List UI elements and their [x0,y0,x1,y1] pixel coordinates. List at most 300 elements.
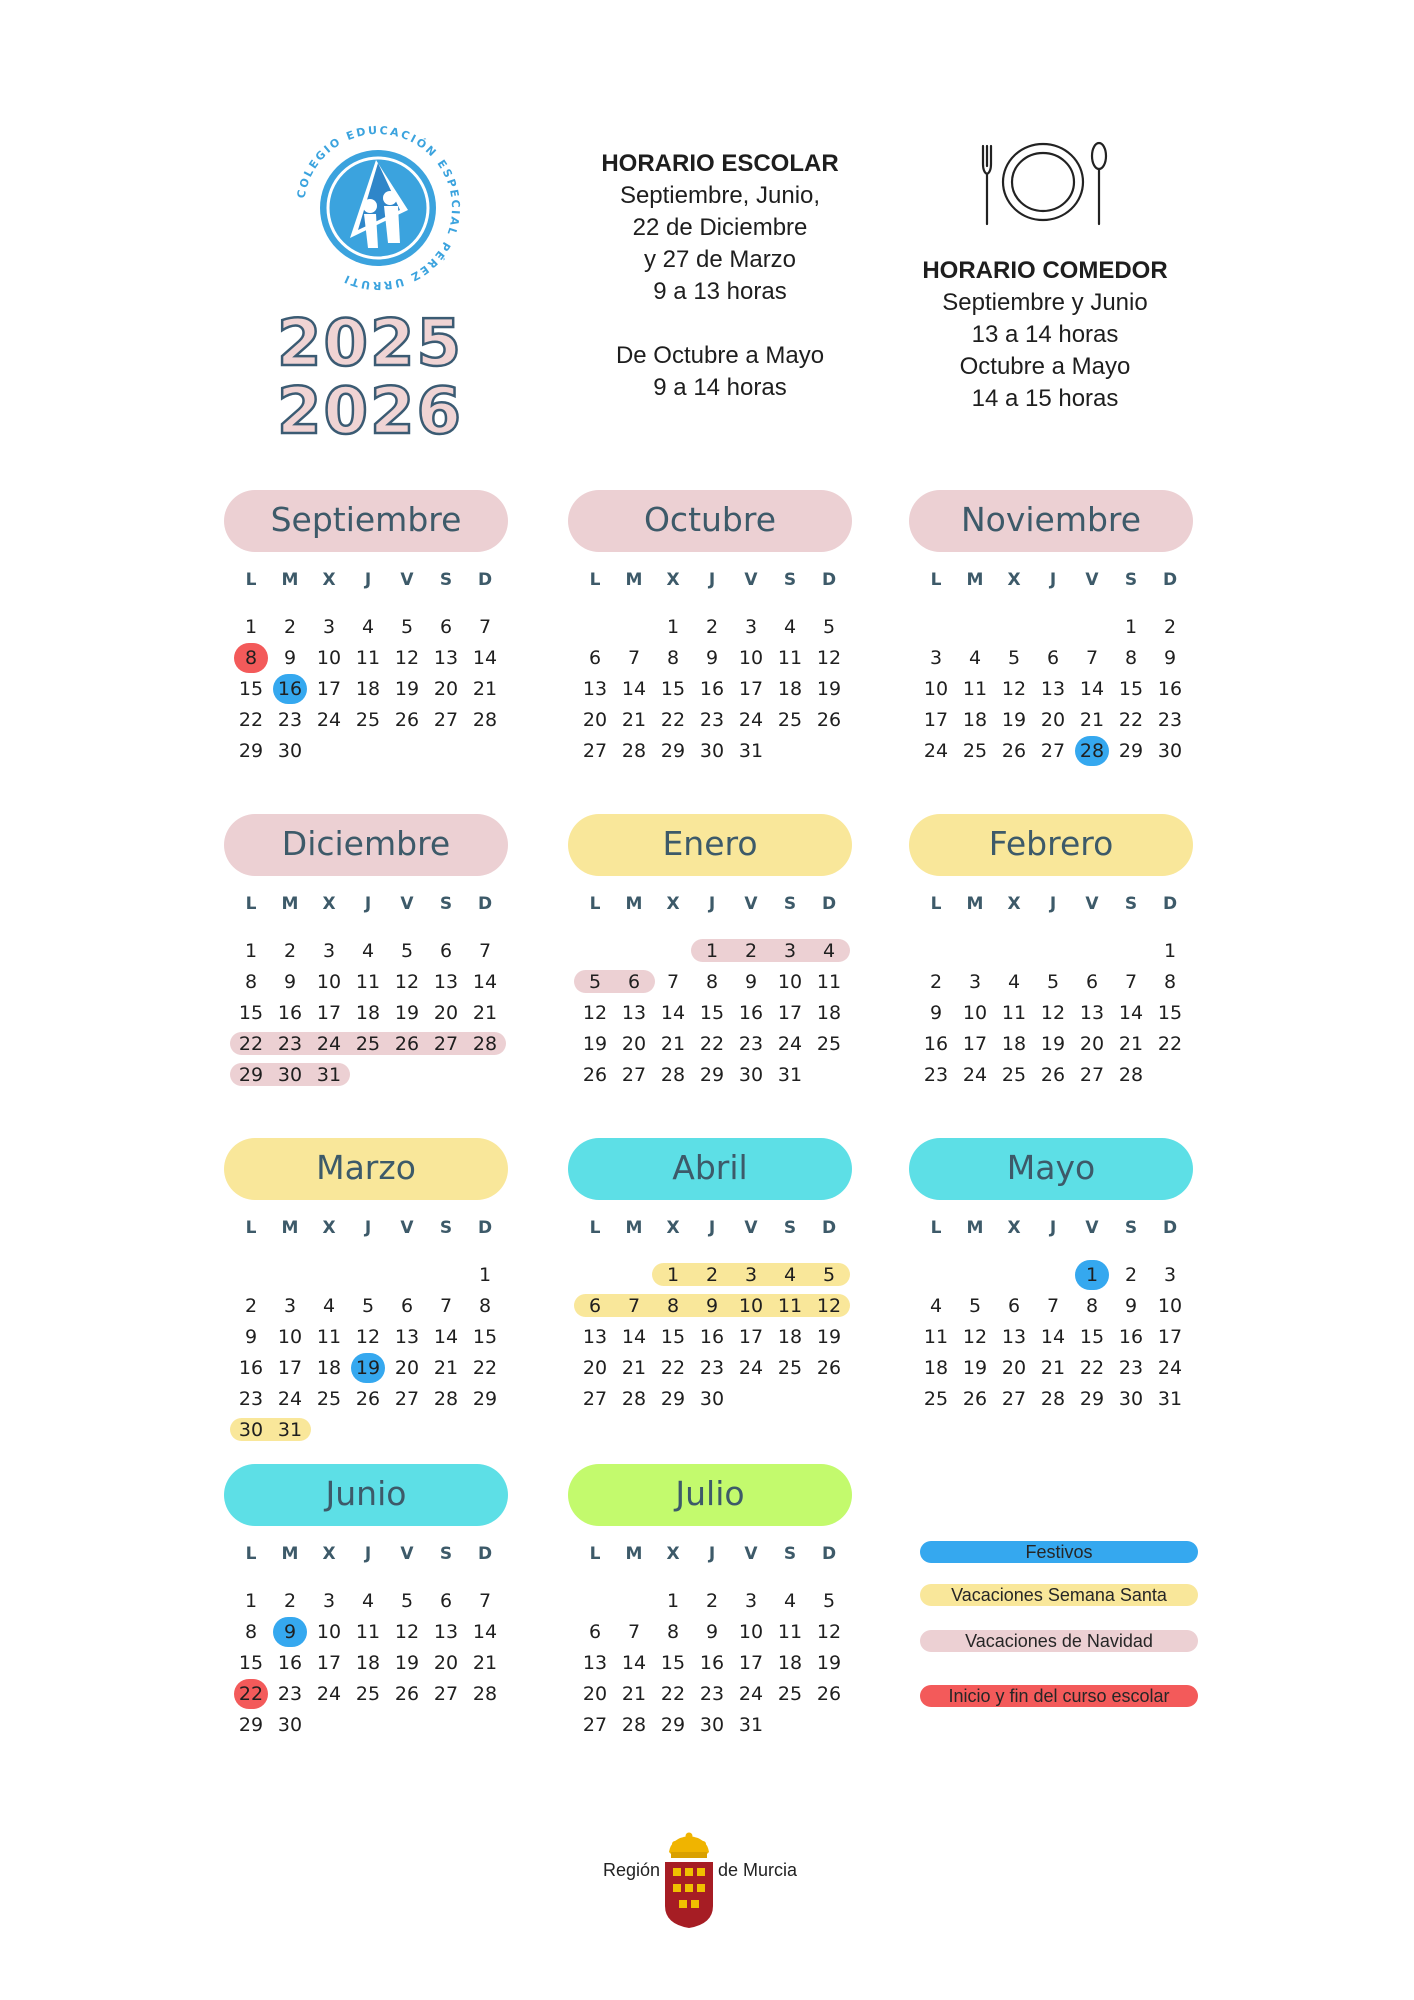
calendar-day: 6 [588,1621,602,1643]
calendar-day: 12 [816,647,842,669]
calendar-day: 9 [1124,1295,1138,1317]
calendar-day: 31 [1157,1388,1183,1410]
weekday-header: L [245,894,257,914]
calendar-day: 25 [923,1388,949,1410]
calendar-day: 5 [968,1295,982,1317]
calendar-day: 9 [705,1621,719,1643]
calendar-day: 9 [283,647,297,669]
calendar-day: 9 [705,647,719,669]
calendar-day: 10 [316,1621,342,1643]
calendar-day: 1 [1085,1264,1099,1286]
weekday-header: S [783,894,797,914]
horario-escolar-line [575,308,865,340]
weekday-header: L [589,894,601,914]
calendar-day: 4 [783,1264,797,1286]
calendar-day: 25 [777,709,803,731]
calendar-day: 2 [929,971,943,993]
calendar-day: 13 [582,1326,608,1348]
calendar-day: 31 [316,1064,342,1086]
calendar-day: 18 [777,1326,803,1348]
calendar-day: 6 [400,1295,414,1317]
calendar-day: 30 [699,1388,725,1410]
calendar-day: 8 [244,1621,258,1643]
calendar-day: 15 [1079,1326,1105,1348]
weekday-header: V [400,570,414,590]
calendar-day: 3 [322,940,336,962]
calendar-day: 10 [1157,1295,1183,1317]
weekday-header: D [477,570,493,590]
calendar-day: 18 [777,1652,803,1674]
calendar-day: 22 [699,1033,725,1055]
calendar-day: 8 [666,1621,680,1643]
calendar-day: 30 [277,740,303,762]
legend-item: Vacaciones de Navidad [920,1630,1198,1652]
calendar-day: 23 [1157,709,1183,731]
horario-escolar [575,148,865,404]
calendar-day: 19 [816,1652,842,1674]
calendar-day: 18 [316,1357,342,1379]
calendar-day: 20 [582,1683,608,1705]
weekday-header: V [744,894,758,914]
weekday-header: J [708,894,716,914]
weekday-header: X [666,894,680,914]
calendar-day: 24 [1157,1357,1183,1379]
weekday-header: X [322,1544,336,1564]
calendar-day: 25 [777,1357,803,1379]
calendar-day: 29 [699,1064,725,1086]
weekday-header: M [625,894,643,914]
calendar-day: 9 [283,971,297,993]
weekday-header: V [1085,570,1099,590]
calendar-day: 6 [1046,647,1060,669]
weekday-header: L [930,570,942,590]
calendar-day: 18 [355,1652,381,1674]
calendar-day: 16 [1157,678,1183,700]
month-title-septiembre: Septiembre [224,490,508,552]
calendar-day: 1 [478,1264,492,1286]
calendar-day: 19 [1001,709,1027,731]
calendar-day: 14 [472,971,498,993]
calendar-day: 23 [1118,1357,1144,1379]
calendar-day: 3 [322,616,336,638]
calendar-day: 2 [283,940,297,962]
calendar-day: 16 [1118,1326,1144,1348]
calendar-day: 4 [322,1295,336,1317]
calendar-day: 16 [699,1326,725,1348]
calendar-day: 30 [238,1419,264,1441]
calendar-day: 16 [277,1002,303,1024]
weekday-header: L [245,1544,257,1564]
horario-comedor-line: 13 a 14 horas [971,321,1119,348]
calendar-day: 27 [1079,1064,1105,1086]
calendar-day: 28 [621,740,647,762]
calendar-day: 27 [433,1033,459,1055]
calendar-day: 4 [1007,971,1021,993]
calendar-day: 17 [738,1326,764,1348]
calendar-day: 9 [1163,647,1177,669]
calendar-day: 30 [277,1064,303,1086]
month-title-marzo: Marzo [224,1138,508,1200]
weekday-header: X [1007,570,1021,590]
calendar-day: 28 [621,1714,647,1736]
calendar-day: 29 [660,1388,686,1410]
calendar-day: 8 [666,647,680,669]
calendar-day: 6 [439,1590,453,1612]
calendar-day: 14 [472,647,498,669]
weekday-header: S [1124,570,1138,590]
calendar-day: 30 [699,740,725,762]
weekday-header: J [364,1218,372,1238]
calendar-day: 18 [816,1002,842,1024]
weekday-header: D [1162,894,1178,914]
calendar-day: 25 [1001,1064,1027,1086]
weekday-header: M [281,1544,299,1564]
month-title-febrero: Febrero [909,814,1193,876]
horario-comedor-line: 14 a 15 horas [971,385,1119,412]
calendar-day: 13 [1079,1002,1105,1024]
calendar-day: 3 [968,971,982,993]
calendar-day: 29 [238,1714,264,1736]
calendar-day: 4 [968,647,982,669]
calendar-day: 28 [660,1064,686,1086]
calendar-day: 24 [777,1033,803,1055]
calendar-day: 22 [660,1357,686,1379]
horario-comedor-line: Septiembre y Junio [942,289,1148,316]
calendar-day: 23 [738,1033,764,1055]
calendar-day: 2 [705,616,719,638]
weekday-header: L [930,1218,942,1238]
calendar-day: 28 [1040,1388,1066,1410]
calendar-day: 7 [1046,1295,1060,1317]
calendar-day: 3 [1163,1264,1177,1286]
calendar-day: 17 [777,1002,803,1024]
weekday-header: M [281,894,299,914]
calendar-day: 7 [1124,971,1138,993]
calendar-day: 9 [929,1002,943,1024]
calendar-day: 20 [1079,1033,1105,1055]
calendar-day: 31 [738,740,764,762]
calendar-day: 21 [1079,709,1105,731]
calendar-day: 29 [238,1064,264,1086]
calendar-day: 17 [962,1033,988,1055]
svg-text:COLEGIO EDUCACIÓN ESPECIAL PÉR: COLEGIO EDUCACIÓN ESPECIAL PÉREZ URRUTI [294,123,463,293]
calendar-day: 3 [929,647,943,669]
calendar-day: 5 [1007,647,1021,669]
calendar-day: 26 [1040,1064,1066,1086]
horario-escolar-line: Septiembre, Junio, [619,182,821,209]
horario-escolar-line: y 27 de Marzo [643,246,797,273]
weekday-header: M [625,1544,643,1564]
calendar-day: 21 [433,1357,459,1379]
weekday-header: S [783,1544,797,1564]
weekday-header: X [322,570,336,590]
calendar-day: 14 [472,1621,498,1643]
calendar-day: 5 [400,616,414,638]
calendar-day: 25 [316,1388,342,1410]
calendar-day: 24 [316,1033,342,1055]
calendar-day: 11 [316,1326,342,1348]
calendar-day: 29 [660,740,686,762]
calendar-day: 5 [822,1264,836,1286]
calendar-day: 15 [472,1326,498,1348]
calendar-day: 11 [1001,1002,1027,1024]
calendar-day: 19 [962,1357,988,1379]
calendar-day: 29 [472,1388,498,1410]
calendar-day: 28 [472,709,498,731]
calendar-day: 29 [660,1714,686,1736]
calendar-day: 17 [316,1002,342,1024]
calendar-day: 2 [283,616,297,638]
calendar-day: 25 [355,1683,381,1705]
calendar-day: 24 [738,1683,764,1705]
calendar-day: 30 [1157,740,1183,762]
calendar-day: 12 [355,1326,381,1348]
horario-comedor [900,255,1190,415]
calendar-day: 6 [588,1295,602,1317]
weekday-header: J [1049,1218,1057,1238]
calendar-day: 28 [433,1388,459,1410]
footer-region-label-2: de Murcia [718,1860,798,1880]
horario-comedor-line: Octubre a Mayo [959,353,1131,380]
calendar-day: 22 [1079,1357,1105,1379]
calendar-day: 10 [316,971,342,993]
calendar-day: 26 [816,709,842,731]
calendar-day: 4 [929,1295,943,1317]
horario-comedor-title: HORARIO COMEDOR [922,257,1168,284]
calendar-day: 3 [783,940,797,962]
calendar-day: 27 [433,709,459,731]
weekday-header: D [1162,570,1178,590]
weekday-header: L [930,894,942,914]
calendar-day: 13 [433,647,459,669]
calendar-day: 31 [277,1419,303,1441]
calendar-day: 12 [816,1621,842,1643]
year-2026: 2026 [276,375,464,449]
calendar-day: 10 [923,678,949,700]
weekday-header: S [439,570,453,590]
calendar-day: 13 [394,1326,420,1348]
calendar-day: 6 [1085,971,1099,993]
calendar-day: 20 [582,709,608,731]
year-2025: 2025 [276,307,464,381]
weekday-header: M [625,1218,643,1238]
calendar-day: 11 [777,1621,803,1643]
weekday-header: X [666,1544,680,1564]
weekday-header: S [439,894,453,914]
calendar-day: 26 [394,1683,420,1705]
calendar-day: 17 [1157,1326,1183,1348]
weekday-header: J [364,894,372,914]
calendar-day: 26 [582,1064,608,1086]
weekday-header: D [821,1218,837,1238]
calendar-day: 21 [472,1002,498,1024]
weekday-header: V [400,1218,414,1238]
calendar-day: 27 [582,1714,608,1736]
calendar-day: 13 [582,1652,608,1674]
calendar-day: 30 [699,1714,725,1736]
month-title-octubre: Octubre [568,490,852,552]
horario-escolar-line: De Octubre a Mayo [615,342,825,369]
month-title-noviembre: Noviembre [909,490,1193,552]
calendar-day: 14 [1079,678,1105,700]
footer-region-label: Región [603,1860,661,1880]
calendar-day: 24 [316,709,342,731]
weekday-header: X [322,894,336,914]
calendar-day: 18 [777,678,803,700]
calendar-day: 2 [705,1590,719,1612]
calendar-day: 21 [621,1357,647,1379]
calendar-day: 19 [355,1357,381,1379]
calendar-day: 14 [1040,1326,1066,1348]
weekday-header: D [1162,1218,1178,1238]
calendar-day: 17 [923,709,949,731]
weekday-header: L [589,570,601,590]
weekday-header: D [821,1544,837,1564]
calendar-day: 29 [1118,740,1144,762]
calendar-day: 8 [244,971,258,993]
calendar-day: 3 [322,1590,336,1612]
calendar-day: 12 [394,971,420,993]
calendar-day: 13 [582,678,608,700]
calendar-day: 14 [621,1652,647,1674]
calendar-day: 10 [316,647,342,669]
calendar-day: 10 [777,971,803,993]
weekday-header: J [708,1544,716,1564]
calendar-day: 13 [433,1621,459,1643]
calendar-day: 2 [705,1264,719,1286]
calendar-day: 8 [244,647,258,669]
calendar-day: 15 [238,1002,264,1024]
calendar-day: 26 [816,1357,842,1379]
calendar-day: 18 [923,1357,949,1379]
calendar-day: 24 [962,1064,988,1086]
calendar-day: 25 [962,740,988,762]
weekday-header: D [477,1544,493,1564]
calendar-day: 1 [244,940,258,962]
calendar-day: 22 [660,1683,686,1705]
calendar-day: 11 [777,647,803,669]
calendar-day: 6 [588,647,602,669]
calendar-day: 30 [277,1714,303,1736]
calendar-day: 20 [1001,1357,1027,1379]
calendar-day: 20 [1040,709,1066,731]
month-title-diciembre: Diciembre [224,814,508,876]
calendar-day: 2 [283,1590,297,1612]
calendar-day: 23 [238,1388,264,1410]
calendar-day: 26 [394,709,420,731]
weekday-header: L [245,570,257,590]
calendar-day: 6 [439,940,453,962]
month-title-junio: Junio [224,1464,508,1526]
calendar-day: 23 [699,1683,725,1705]
weekday-header: X [666,570,680,590]
weekday-header: M [966,894,984,914]
calendar-day: 16 [738,1002,764,1024]
calendar-day: 24 [738,709,764,731]
calendar-day: 1 [705,940,719,962]
calendar-day: 25 [355,709,381,731]
calendar-day: 17 [738,1652,764,1674]
calendar-day: 7 [439,1295,453,1317]
calendar-day: 8 [1163,971,1177,993]
calendar-day: 24 [923,740,949,762]
month-title-mayo: Mayo [909,1138,1193,1200]
calendar-day: 23 [923,1064,949,1086]
calendar-day: 22 [238,1033,264,1055]
calendar-day: 27 [1040,740,1066,762]
calendar-day: 25 [777,1683,803,1705]
calendar-day: 5 [1046,971,1060,993]
calendar-day: 5 [588,971,602,993]
calendar-day: 21 [621,709,647,731]
calendar-day: 17 [316,678,342,700]
calendar-day: 5 [822,616,836,638]
weekday-header: J [708,1218,716,1238]
calendar-day: 3 [744,1264,758,1286]
calendar-day: 12 [394,1621,420,1643]
calendar-day: 20 [394,1357,420,1379]
weekday-header: S [439,1544,453,1564]
calendar-day: 21 [660,1033,686,1055]
weekday-header: S [1124,894,1138,914]
calendar-day: 23 [699,1357,725,1379]
calendar-day: 7 [478,616,492,638]
calendar-day: 26 [394,1033,420,1055]
calendar-day: 21 [472,1652,498,1674]
calendar-day: 27 [582,1388,608,1410]
calendar-day: 16 [277,1652,303,1674]
calendar-day: 11 [355,1621,381,1643]
calendar-day: 16 [699,1652,725,1674]
calendar-day: 13 [621,1002,647,1024]
calendar-day: 13 [433,971,459,993]
calendar-day: 15 [660,1652,686,1674]
weekday-header: X [666,1218,680,1238]
weekday-header: M [966,570,984,590]
calendar-day: 21 [621,1683,647,1705]
weekday-header: M [966,1218,984,1238]
calendar-day: 30 [1118,1388,1144,1410]
calendar-day: 7 [478,1590,492,1612]
calendar-day: 15 [1118,678,1144,700]
calendar-day: 27 [394,1388,420,1410]
calendar-day: 19 [394,678,420,700]
calendar-day: 22 [238,709,264,731]
calendar-day: 27 [433,1683,459,1705]
calendar-day: 31 [738,1714,764,1736]
calendar-day: 19 [582,1033,608,1055]
calendar-day: 26 [1001,740,1027,762]
calendar-day: 11 [816,971,842,993]
calendar-day: 15 [699,1002,725,1024]
weekday-header: J [364,1544,372,1564]
calendar-day: 9 [283,1621,297,1643]
calendar-day: 28 [472,1033,498,1055]
calendar-day: 6 [439,616,453,638]
weekday-header: X [1007,894,1021,914]
calendar-day: 10 [738,647,764,669]
calendar-day: 6 [627,971,641,993]
calendar-day: 10 [738,1621,764,1643]
calendar-day: 27 [621,1064,647,1086]
weekday-header: J [364,570,372,590]
calendar-day: 8 [1124,647,1138,669]
calendar-day: 28 [621,1388,647,1410]
calendar-day: 4 [361,940,375,962]
calendar-day: 1 [666,1264,680,1286]
weekday-header: V [1085,1218,1099,1238]
calendar-day: 9 [744,971,758,993]
